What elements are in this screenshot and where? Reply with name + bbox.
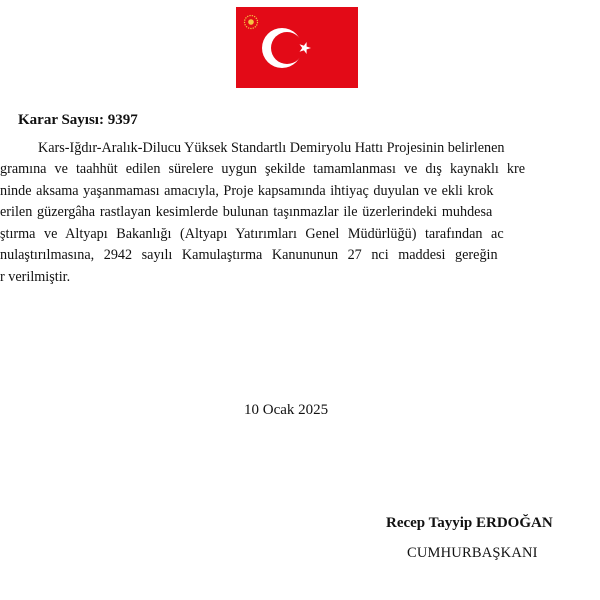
body-line: ninde aksama yaşanmaması amacıyla, Proje kapsamında ihtiyaç duyulan ve ekli krok (0, 183, 494, 199)
decision-number: Karar Sayısı: 9397 (18, 112, 138, 128)
body-line: erilen güzergâha rastlayan kesimlerde bulunan taşınmazlar ile üzerlerindeki muhdesa (0, 204, 493, 220)
body-line: ştırma ve Altyapı Bakanlığı (Altyapı Yatırımları Genel Müdürlüğü) tarafından ac (0, 226, 504, 242)
signer-name: Recep Tayyip ERDOĞAN (386, 515, 553, 531)
crescent-star-icon (236, 7, 358, 88)
body-line: nulaştırılmasına, 2942 sayılı Kamulaştırma Kanununun 27 nci maddesi gereğin (0, 247, 498, 263)
body-line: gramına ve taahhüt edilen sürelere uygun şekilde tamamlanması ve dış kaynaklı kre (0, 161, 526, 177)
decision-body (0, 138, 600, 308)
turkish-flag (236, 7, 358, 88)
decision-date: 10 Ocak 2025 (244, 402, 329, 418)
signer-title: CUMHURBAŞKANI (407, 545, 538, 561)
body-line: r verilmiştir. (0, 269, 71, 285)
body-line: Kars-Iğdır-Aralık-Dilucu Yüksek Standartlı Demiryolu Hattı Projesinin belirlenen (38, 140, 505, 156)
